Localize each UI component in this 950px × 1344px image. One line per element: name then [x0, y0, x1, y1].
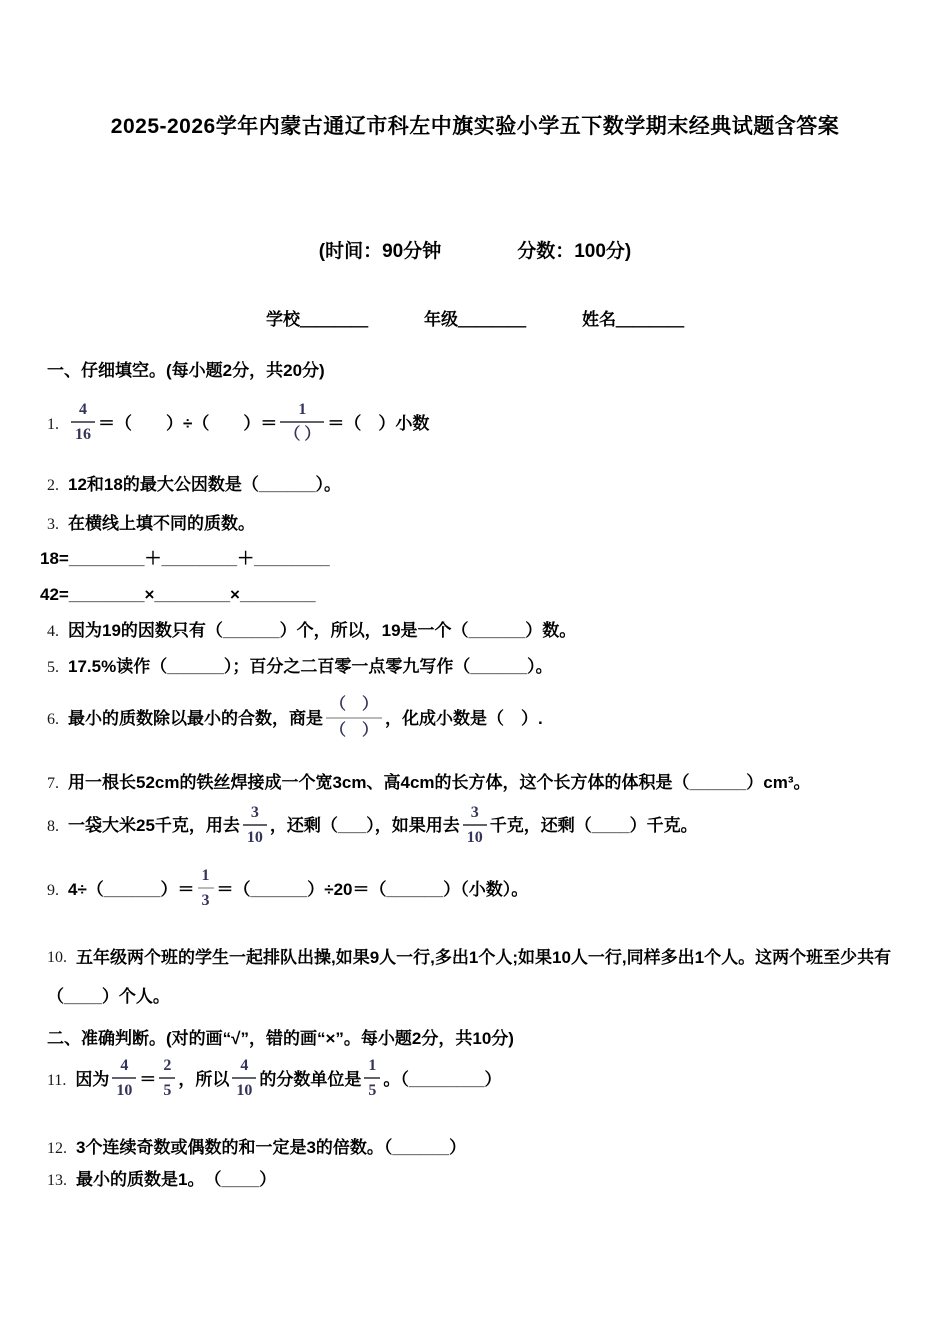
question-2	[47, 474, 910, 497]
fraction	[71, 400, 95, 444]
exam-score-label: 分数：100分)	[517, 241, 632, 262]
text-segment: 4÷（______）＝	[68, 879, 195, 899]
fraction-denominator: 10	[232, 1077, 256, 1100]
fraction-denominator: 3	[198, 887, 214, 910]
text-segment: 千克，还剩（____）千克。	[489, 816, 698, 836]
question-8-number: 8.	[47, 818, 59, 836]
fraction-numerator: 3	[250, 803, 259, 821]
fraction-denominator: （ ）	[326, 717, 382, 740]
question-6-body	[68, 696, 543, 739]
question-10-number: 10.	[47, 949, 67, 967]
text-segment: 18=________＋________＋________	[40, 549, 330, 569]
text-segment: 3个连续奇数或偶数的和一定是3的倍数。（______）	[76, 1138, 467, 1158]
text-segment: ，还剩（___），如果用去	[269, 816, 460, 836]
fraction	[112, 1056, 136, 1100]
fraction-numerator: 4	[120, 1056, 129, 1074]
question-3-line-18	[40, 548, 910, 571]
fraction-numerator: 1	[298, 401, 307, 419]
fraction-denominator: 16	[71, 421, 95, 444]
text-segment: 一袋大米25千克，用去	[68, 816, 240, 836]
question-13	[47, 1169, 910, 1192]
fraction	[232, 1056, 256, 1100]
question-1	[47, 402, 910, 446]
text-segment: 在横线上填不同的质数。	[68, 514, 255, 534]
fraction-numerator: 4	[79, 401, 87, 419]
question-2-number: 2.	[47, 477, 59, 495]
text-segment: ，化成小数是（ ）.	[385, 709, 543, 729]
page-title: 2025-2026学年内蒙古通辽市科左中旗实验小学五下数学期末经典试题含答案	[110, 115, 840, 138]
text-segment: 42=________×________×________	[40, 585, 316, 605]
fraction	[364, 1056, 380, 1100]
section-2-heading: 二、准确判断。(对的画“√”，错的画“×”。每小题2分，共10分)	[47, 1028, 514, 1048]
question-13-number: 13.	[47, 1172, 67, 1190]
question-2-body	[68, 475, 341, 494]
text-segment: 17.5%读作（______）；百分之二百零一点零九写作（______）。	[68, 657, 553, 677]
question-10-body	[47, 947, 891, 1004]
text-segment: ＝（ ）÷（ ）＝	[98, 413, 278, 433]
question-12-body	[76, 1138, 466, 1157]
exam-meta	[0, 236, 950, 263]
question-10	[47, 938, 910, 1014]
question-7	[47, 772, 910, 795]
text-segment: ＝	[139, 1069, 157, 1089]
student-info-line	[0, 305, 950, 330]
fraction-denominator: 5	[159, 1077, 175, 1100]
fraction-denominator: 10	[463, 824, 487, 847]
fraction-denominator: 10	[112, 1077, 136, 1100]
text-segment: 因为19的因数只有（______）个，所以，19是一个（______）数。	[68, 621, 577, 641]
text-segment: 用一根长52cm的铁丝焊接成一个宽3cm、高4cm的长方体，这个长方体的体积是（______）cm³。	[68, 772, 811, 792]
question-11-body	[75, 1056, 502, 1100]
text-segment: ＝（ ）小数	[327, 413, 430, 433]
fraction-numerator: 4	[240, 1056, 249, 1074]
exam-time-label: (时间：90分钟	[318, 241, 442, 262]
text-segment: 五年级两个班的学生一起排队出操,如果9人一行,多出1个人;如果10人一行,同样多出1个人。这两个班至少共有（____）个人。	[47, 948, 892, 1006]
question-3	[47, 513, 910, 536]
question-3-number: 3.	[47, 516, 59, 534]
question-3-line-42	[40, 584, 910, 607]
question-13-body	[76, 1170, 276, 1189]
question-3-body	[68, 514, 255, 533]
fraction-numerator: 3	[470, 803, 479, 821]
question-5	[47, 656, 910, 679]
fraction	[463, 803, 487, 847]
question-5-body	[68, 657, 553, 676]
question-11	[47, 1058, 910, 1102]
text-segment: ＝（______）÷20＝（______）（小数）。	[216, 879, 529, 899]
question-8-body	[68, 803, 698, 846]
grade-field: 年级＿＿＿＿	[424, 310, 526, 329]
fraction-denominator: 10	[243, 824, 267, 847]
fraction-numerator: 1	[368, 1056, 377, 1074]
question-9	[47, 868, 910, 912]
fraction-numerator: 1	[201, 867, 210, 885]
fraction	[280, 400, 324, 444]
school-field: 学校＿＿＿＿	[266, 310, 368, 329]
fraction	[198, 866, 214, 910]
text-segment: 。（________）	[383, 1069, 502, 1089]
section-1-heading: 一、仔细填空。(每小题2分，共20分)	[47, 361, 325, 380]
question-5-number: 5.	[47, 659, 59, 677]
question-4-number: 4.	[47, 623, 59, 641]
question-9-body	[68, 867, 529, 910]
fraction-denominator: （ ）	[280, 421, 324, 444]
question-6-number: 6.	[47, 711, 59, 729]
name-field: 姓名＿＿＿＿	[582, 310, 684, 329]
text-segment: 最小的质数是1。 （____）	[76, 1170, 277, 1190]
question-1-body	[68, 401, 430, 444]
question-11-number: 11.	[47, 1071, 67, 1089]
question-4	[47, 620, 910, 643]
text-segment: 12和18的最大公因数是（______）。	[68, 475, 342, 495]
fraction	[159, 1056, 175, 1100]
question-9-number: 9.	[47, 881, 59, 899]
question-7-number: 7.	[47, 774, 59, 792]
question-12	[47, 1137, 910, 1160]
question-3-line-18-body	[40, 549, 330, 568]
question-1-number: 1.	[47, 415, 59, 433]
question-12-number: 12.	[47, 1140, 67, 1158]
question-4-body	[68, 621, 576, 640]
fraction-denominator: 5	[364, 1077, 380, 1100]
question-3-line-42-body	[40, 585, 316, 604]
question-8	[47, 805, 910, 849]
text-segment: 因为	[75, 1069, 110, 1089]
fraction-numerator: （ ）	[330, 696, 379, 714]
text-segment: ，所以	[178, 1069, 230, 1089]
text-segment: 最小的质数除以最小的合数，商是	[68, 709, 323, 729]
question-7-body	[68, 773, 811, 792]
fraction-numerator: 2	[163, 1056, 172, 1074]
fraction	[243, 803, 267, 847]
fraction	[326, 695, 382, 739]
question-6	[47, 697, 910, 741]
text-segment: 的分数单位是	[259, 1069, 362, 1089]
